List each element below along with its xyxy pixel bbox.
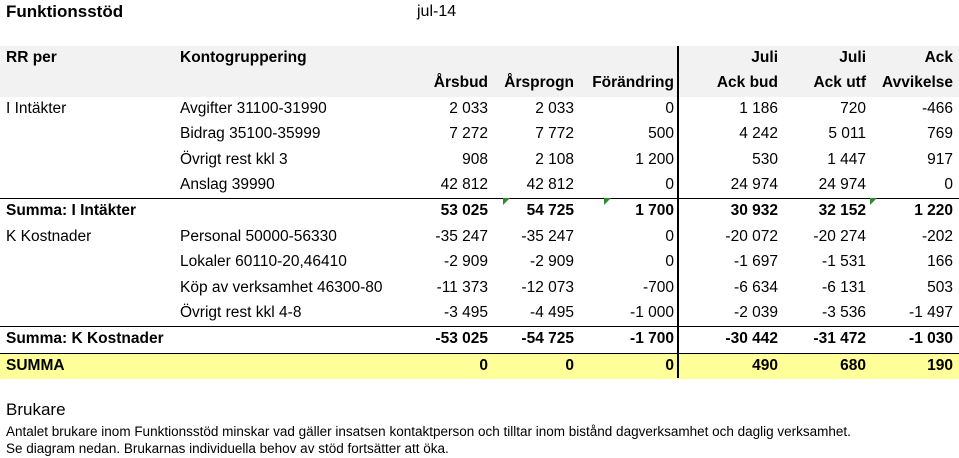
row-value: 2 033 — [449, 99, 488, 117]
row-value: 917 — [927, 150, 953, 168]
row-value: 1 700 — [635, 202, 674, 220]
row-value: -6 634 — [734, 278, 778, 296]
row-value: -700 — [642, 278, 674, 296]
row-value: 190 — [927, 356, 953, 374]
comment-marker — [604, 198, 611, 205]
comment-marker — [870, 198, 877, 205]
row-value: 0 — [565, 356, 574, 374]
row-value: 0 — [944, 175, 953, 193]
row-value: 53 025 — [440, 202, 488, 220]
row-account-label: Övrigt rest kkl 3 — [180, 150, 288, 168]
header-juli-2: Juli — [839, 49, 866, 66]
row-value: -1 497 — [909, 303, 953, 321]
row-value: 166 — [927, 253, 953, 271]
row-value: -1 000 — [630, 303, 674, 321]
row-value: -2 039 — [734, 303, 778, 321]
row-account-label: Avgifter 31100-31990 — [180, 99, 327, 117]
header-arsbud: Årsbud — [433, 74, 488, 92]
row-value: -1 697 — [734, 253, 778, 271]
row-group-label: I Intäkter — [6, 99, 67, 117]
row-value: -1 030 — [909, 330, 953, 348]
row-value: 5 011 — [828, 125, 866, 143]
header-ack: Ack — [924, 49, 953, 66]
header-ack-bud: Ack bud — [716, 74, 778, 92]
row-value: 4 242 — [739, 125, 778, 143]
row-value: 1 447 — [827, 150, 866, 168]
row-group-label: Summa: I Intäkter — [6, 202, 137, 220]
row-value: 42 812 — [526, 175, 574, 193]
table-row — [0, 301, 959, 326]
table-row — [0, 198, 959, 224]
row-value: -2 909 — [444, 253, 488, 271]
row-value: -30 442 — [725, 330, 778, 348]
row-value: -35 247 — [435, 227, 488, 245]
row-value: -1 531 — [822, 253, 866, 271]
row-value: -6 131 — [822, 278, 866, 296]
row-value: 1 200 — [635, 150, 674, 168]
row-value: 2 033 — [535, 99, 574, 117]
table-row — [0, 122, 959, 147]
table-row — [0, 276, 959, 301]
row-value: 680 — [840, 356, 866, 374]
brukare-heading: Brukare — [6, 400, 66, 419]
row-value: 0 — [665, 99, 674, 117]
row-account-label: Bidrag 35100-35999 — [180, 125, 321, 143]
row-value: 0 — [665, 175, 674, 193]
row-value: 24 974 — [730, 175, 778, 193]
row-group-label: K Kostnader — [6, 227, 92, 245]
table-row — [0, 148, 959, 173]
header-arsprogn: Årsprogn — [504, 74, 574, 92]
row-value: 54 725 — [526, 202, 574, 220]
row-account-label: Personal 50000-56330 — [180, 227, 337, 245]
table-row — [0, 97, 959, 122]
row-value: -20 274 — [813, 227, 866, 245]
table-row — [0, 250, 959, 275]
row-value: -20 072 — [725, 227, 778, 245]
row-value: 7 772 — [535, 125, 574, 143]
row-value: 1 186 — [739, 99, 778, 117]
row-value: 24 974 — [818, 175, 866, 193]
row-value: -1 700 — [630, 330, 674, 348]
row-value: -202 — [921, 227, 953, 245]
header-rr-per: RR per — [6, 49, 57, 66]
comment-marker — [503, 198, 510, 205]
row-value: -3 495 — [444, 303, 488, 321]
report-title: Funktionsstöd — [6, 2, 124, 21]
row-value: 500 — [648, 125, 674, 143]
row-value: -3 536 — [822, 303, 866, 321]
header-row-1 — [0, 46, 959, 71]
row-value: 7 272 — [449, 125, 488, 143]
row-value: 0 — [665, 227, 674, 245]
row-value: 30 932 — [730, 202, 778, 220]
row-value: -11 373 — [436, 278, 488, 296]
column-divider — [677, 46, 679, 378]
row-account-label: Anslag 39990 — [180, 175, 275, 193]
row-value: 0 — [665, 356, 674, 374]
row-value: -53 025 — [435, 330, 488, 348]
table-row — [0, 225, 959, 250]
row-value: -12 073 — [521, 278, 574, 296]
table-row — [0, 326, 959, 352]
row-value: -54 725 — [521, 330, 574, 348]
income-statement-table — [0, 46, 959, 379]
row-value: -35 247 — [521, 227, 574, 245]
row-value: 42 812 — [440, 175, 488, 193]
row-value: 769 — [927, 125, 953, 143]
row-value: 503 — [927, 278, 953, 296]
row-value: 490 — [752, 356, 778, 374]
row-value: -4 495 — [530, 303, 574, 321]
header-ack-utf: Ack utf — [813, 74, 866, 92]
brukare-text-1: Antalet brukare inom Funktionsstöd minskar vad gäller insatsen kontaktperson och tilltar inom bistånd dagverksamhet och daglig verksamhet. — [6, 424, 851, 439]
header-juli-1: Juli — [751, 49, 778, 66]
header-row-2 — [0, 71, 959, 96]
row-value: 908 — [462, 150, 488, 168]
table-row — [0, 173, 959, 198]
row-value: -31 472 — [813, 330, 866, 348]
row-account-label: Övrigt rest kkl 4-8 — [180, 303, 302, 321]
row-value: 2 108 — [535, 150, 574, 168]
row-value: 1 220 — [914, 202, 953, 220]
row-value: 32 152 — [818, 202, 866, 220]
row-value: 0 — [479, 356, 488, 374]
row-value: 720 — [840, 99, 866, 117]
row-group-label: Summa: K Kostnader — [6, 330, 164, 348]
table-row — [0, 353, 959, 379]
row-group-label: SUMMA — [6, 356, 65, 374]
header-forandring: Förändring — [592, 74, 674, 92]
row-value: -466 — [921, 99, 953, 117]
header-avvikelse: Avvikelse — [882, 74, 953, 92]
header-kontogruppering: Kontogruppering — [180, 49, 307, 66]
row-account-label: Lokaler 60110-20,46410 — [180, 253, 347, 271]
row-value: -2 909 — [530, 253, 574, 271]
brukare-text-2: Se diagram nedan. Brukarnas individuella behov av stöd fortsätter att öka. — [6, 441, 449, 456]
row-value: 530 — [752, 150, 778, 168]
report-month: jul-14 — [417, 3, 457, 20]
row-value: 0 — [665, 253, 674, 271]
row-account-label: Köp av verksamhet 46300-80 — [180, 278, 383, 296]
